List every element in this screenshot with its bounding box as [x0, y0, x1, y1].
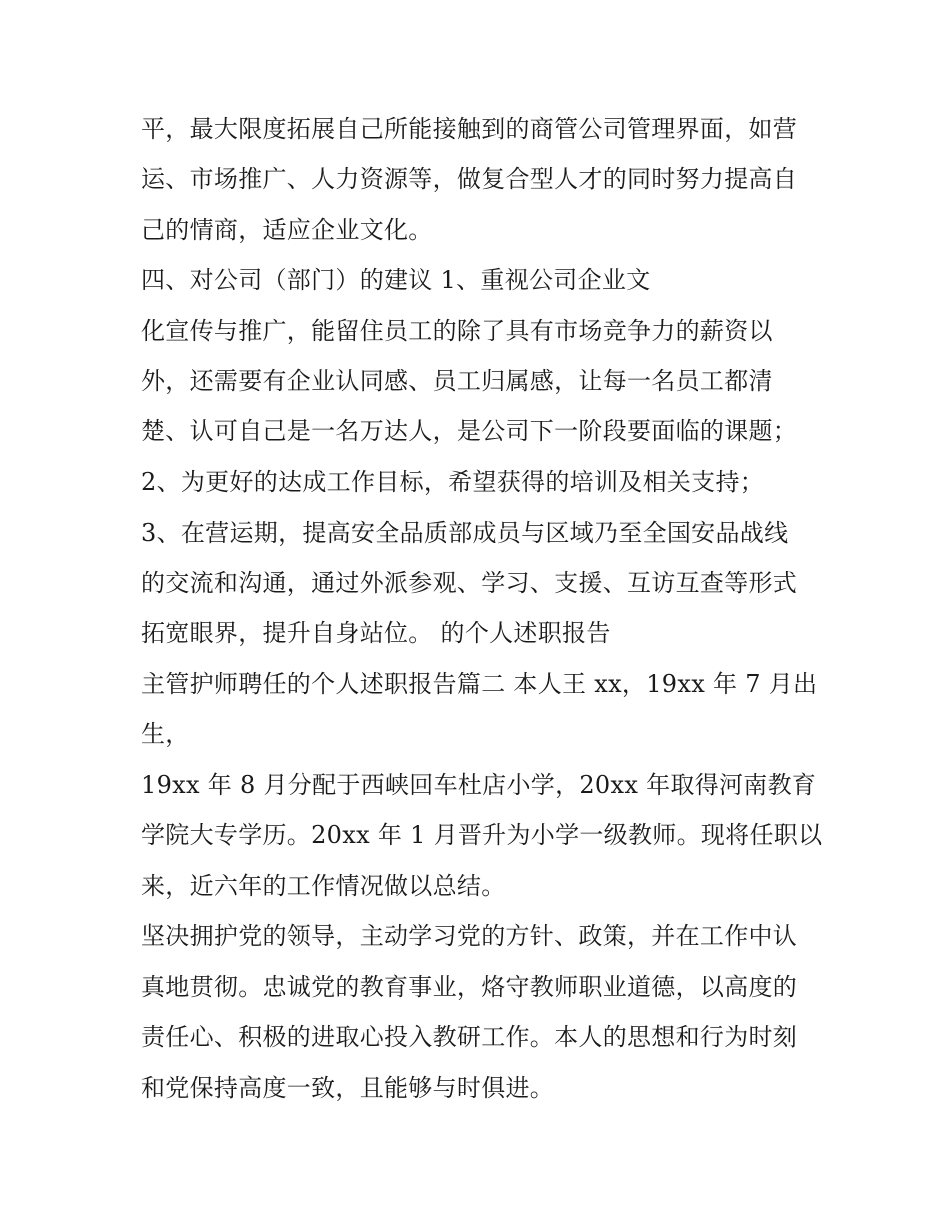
text-line: 己的情商，适应企业文化。	[141, 216, 433, 244]
text-line: 的交流和沟通，通过外派参观、学习、支援、互访互查等形式	[141, 569, 798, 597]
text-line: 19xx 年 8 月分配于西峡回车杜店小学，20xx 年取得河南教育	[141, 771, 817, 799]
text-line: 坚决拥护党的领导，主动学习党的方针、政策，并在工作中认	[141, 922, 798, 950]
text-line: 运、市场推广、人力资源等，做复合型人才的同时努力提高自	[141, 165, 798, 193]
text-line: 化宣传与推广，能留住员工的除了具有市场竞争力的薪资以	[141, 317, 773, 345]
text-line: 3、在营运期，提高安全品质部成员与区域乃至全国安品战线	[141, 519, 789, 547]
text-line: 拓宽眼界，提升自身站位。 的个人述职报告	[141, 619, 611, 647]
text-line: 外，还需要有企业认同感、员工归属感，让每一名员工都清	[141, 367, 773, 395]
text-line: 和党保持高度一致，且能够与时俱进。	[141, 1074, 555, 1102]
text-line: 来，近六年的工作情况做以总结。	[141, 872, 506, 900]
text-line: 2、为更好的达成工作目标，希望获得的培训及相关支持；	[141, 468, 765, 496]
text-line: 楚、认可自己是一名万达人，是公司下一阶段要面临的课题；	[141, 417, 798, 445]
text-line: 责任心、积极的进取心投入教研工作。本人的思想和行为时刻	[141, 1023, 798, 1051]
text-line: 平，最大限度拓展自己所能接触到的商管公司管理界面，如营	[141, 115, 798, 143]
text-line: 生，	[141, 720, 190, 748]
section-heading-line: 四、对公司（部门）的建议 1、重视公司企业文	[141, 266, 651, 294]
text-line: 学院大专学历。20xx 年 1 月晋升为小学一级教师。现将任职以	[141, 821, 823, 849]
text-line: 真地贯彻。忠诚党的教育事业，烙守教师职业道德，以高度的	[141, 973, 798, 1001]
text-line: 主管护师聘任的个人述职报告篇二 本人王 xx，19xx 年 7 月出	[141, 670, 818, 698]
